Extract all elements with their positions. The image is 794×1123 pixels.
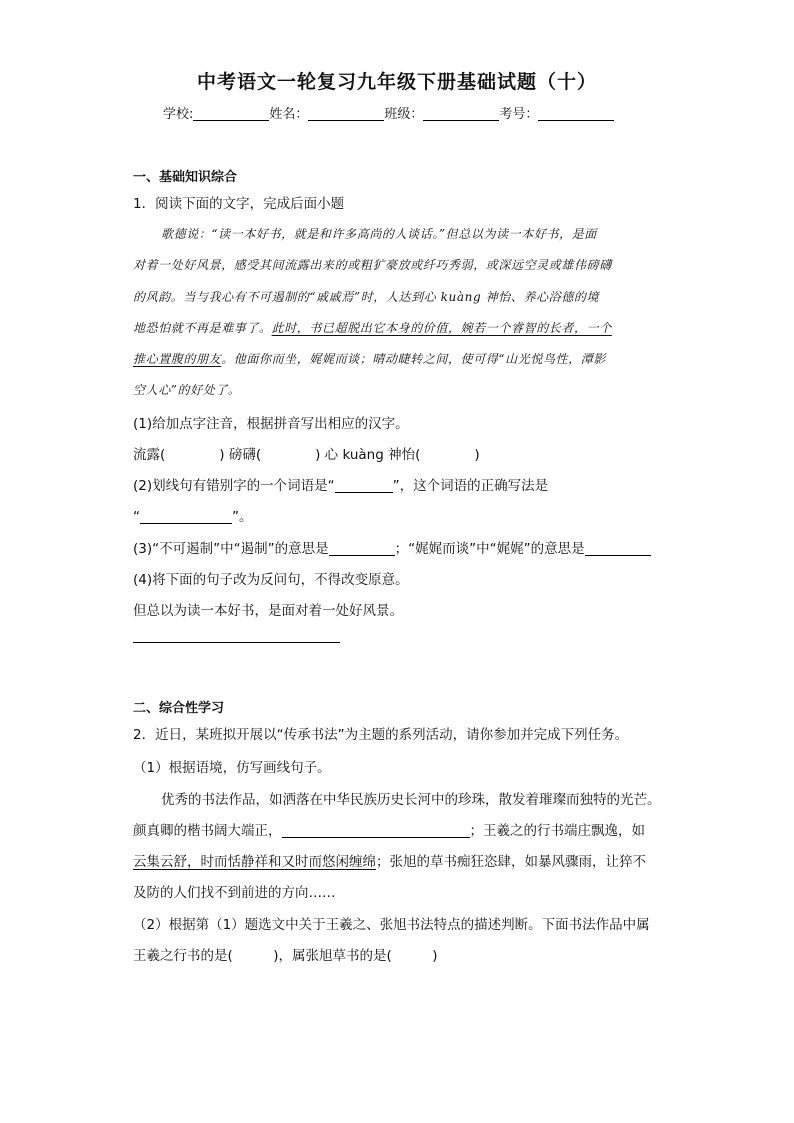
passage-line-2: 对着一处好风景，感受其间流露出来的或粗犷豪放或纤巧秀弱，或深远空灵或雄伟磅礴	[133, 258, 612, 272]
open-quote: “	[133, 509, 140, 525]
passage-line-5	[133, 350, 606, 367]
sub-question-2-text-b: ”，这个词语的正确写法是	[392, 478, 549, 494]
name-blank[interactable]	[308, 106, 384, 121]
name-label: 姓名：	[269, 107, 309, 122]
passage-line-4-text: 地恐怕就不再是难事了。	[133, 321, 272, 335]
q2-sub-question-2: （2）根据第（1）题选文中关于王羲之、张旭书法特点的描述判断。下面书法作品中属	[133, 917, 650, 933]
exam-title: 中考语文一轮复习九年级下册基础试题（十）	[196, 71, 597, 93]
sub-question-4: (4)将下面的句子改为反问句，不得改变原意。	[133, 572, 409, 588]
class-blank[interactable]	[423, 106, 499, 121]
sub-question-2	[133, 474, 548, 494]
section-1-heading: 一、基础知识综合	[133, 170, 238, 185]
underlined-model-sentence: 云集云舒，时而恬静祥和又时而悠闲缠绵	[133, 854, 376, 870]
question-1-stem: 1．阅读下面的文字，完成后面小题	[133, 196, 345, 212]
underlined-sentence-part-1: 此时，书已超脱出它本身的价值，婉若一个睿智的长者，一个	[271, 321, 612, 335]
number-label: 考号：	[499, 107, 539, 122]
sub-question-3	[133, 537, 651, 557]
passage-line-6: 空人心”的好处了。	[133, 383, 241, 397]
answer-line-rhetorical[interactable]	[133, 642, 340, 643]
class-label: 班级：	[384, 107, 424, 122]
wang-xizhi-text: ；王羲之的行书端庄飘逸，如	[469, 823, 645, 839]
passage-line-3: 的风韵。当与我心有不可遏制的“戚戚焉”时，人达到心 kuàng 神怡、养心浴德的境	[133, 290, 600, 304]
sub-question-2-answer	[133, 505, 253, 525]
calligraphy-passage-line-4: 及防的人们找不到前进的方向……	[133, 885, 336, 901]
correct-word-blank[interactable]	[140, 509, 232, 524]
sub-question-3-text-b: ；“娓娓而谈”中“娓娓”的意思是	[394, 541, 585, 557]
calligraphy-passage-line-2	[133, 819, 645, 839]
sub-question-2-text-a: (2)划线句有错别字的一个词语是“	[133, 478, 335, 494]
section-2-heading: 二、综合性学习	[133, 701, 225, 716]
underlined-sentence-part-2: 推心置腹的朋友	[133, 352, 222, 366]
close-quote: ”。	[232, 509, 253, 525]
sub-question-1: (1)给加点字注音，根据拼音写出相应的汉字。	[133, 416, 409, 432]
question-2-stem: 2．近日，某班拟开展以“传承书法”为主题的系列活动，请你参加并完成下列任务。	[133, 727, 629, 743]
school-blank[interactable]	[193, 106, 269, 121]
yan-zhenqing-text: 颜真卿的楷书阔大端正，	[133, 823, 282, 839]
zhang-xu-text: ；张旭的草书痴狂恣肆，如暴风骤雨，让猝不	[376, 854, 646, 870]
sub-question-1-items: 流露( ) 磅礴( ) 心 kuàng 神怡( )	[133, 447, 480, 463]
calligraphy-passage-line-1: 优秀的书法作品，如洒落在中华民族历史长河中的珍珠，散发着璀璨而独特的光芒。	[161, 792, 661, 808]
calligraphy-passage-line-3	[133, 850, 646, 870]
passage-line-1: 歌德说：“读一本好书，就是和许多高尚的人谈话。”但总以为读一本好书，是面	[161, 227, 597, 241]
school-label: 学校:	[163, 107, 194, 122]
sub-question-4-sentence: 但总以为读一本好书，是面对着一处好风景。	[133, 603, 403, 619]
passage-line-5-text: 。他面你而坐，娓娓而谈；晴动睫转之间，使可得“山光悦鸟性，潭影	[221, 352, 606, 366]
student-info-line	[163, 103, 614, 122]
number-blank[interactable]	[538, 106, 614, 121]
sub-question-3-text-a: (3)“不可遏制”中“遏制”的意思是	[133, 541, 329, 557]
q2-sub-question-1: （1）根据语境，仿写画线句子。	[133, 760, 331, 776]
q2-sub-question-2-cont: 王羲之行书的是( )，属张旭草书的是( )	[133, 948, 438, 964]
wrong-word-blank[interactable]	[335, 478, 393, 493]
weiwei-meaning-blank[interactable]	[585, 541, 651, 556]
ezhi-meaning-blank[interactable]	[329, 541, 395, 556]
passage-line-4	[133, 319, 612, 336]
imitation-blank[interactable]	[282, 823, 470, 838]
